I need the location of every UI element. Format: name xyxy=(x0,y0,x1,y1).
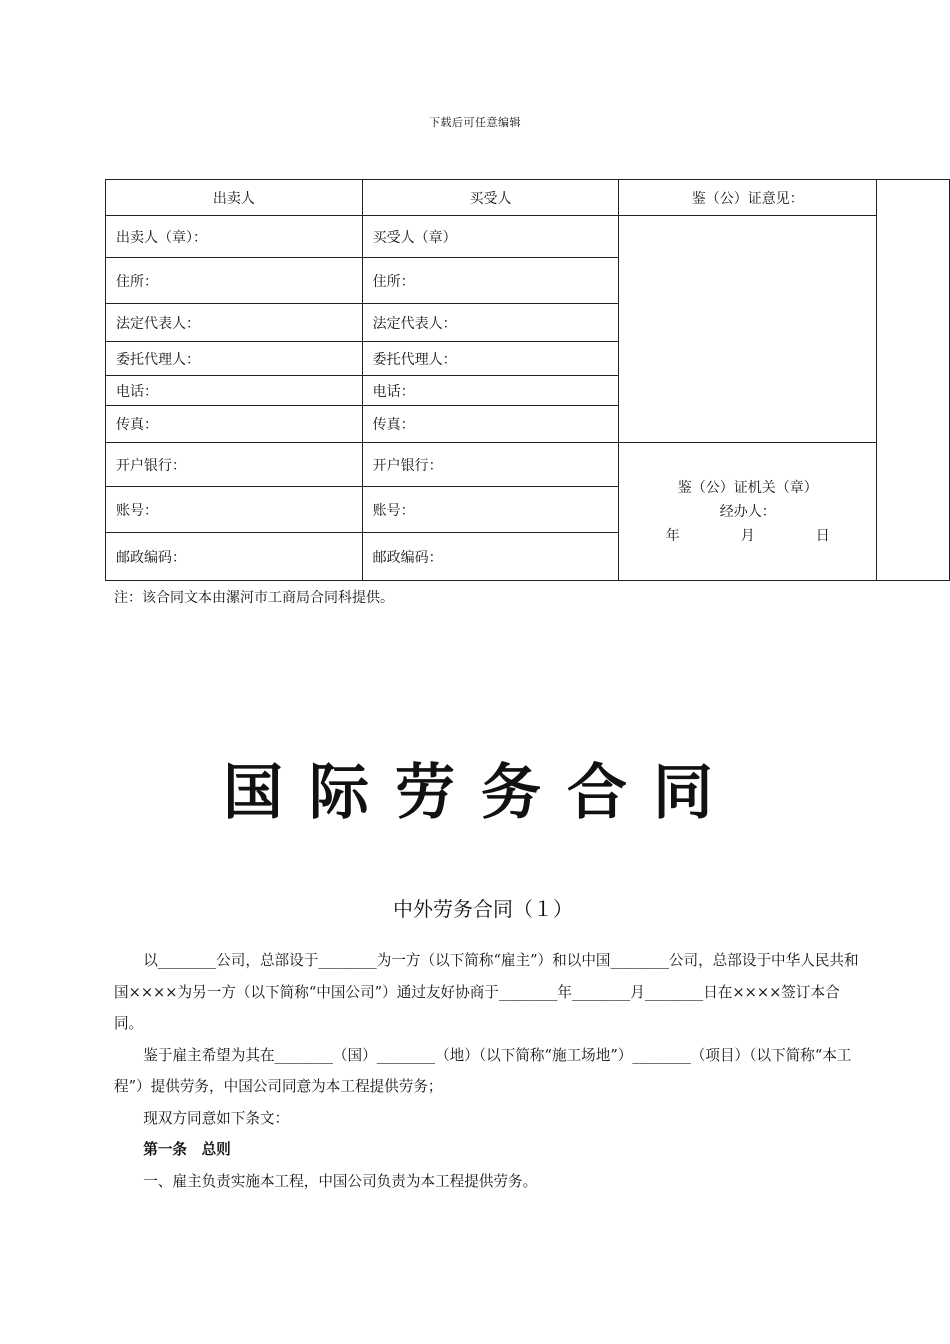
notary-office-area xyxy=(619,443,877,581)
signature-table xyxy=(105,179,950,581)
buyer-postcode: 邮政编码： xyxy=(362,533,619,581)
buyer-address: 住所： xyxy=(362,258,619,304)
seller-phone: 电话： xyxy=(106,376,363,406)
buyer-fax: 传真： xyxy=(362,406,619,443)
header-notary-opinion: 鉴（公）证意见： xyxy=(619,180,877,216)
contract-body xyxy=(114,945,866,1197)
table-footnote: 注：该合同文本由漯河市工商局合同科提供。 xyxy=(114,590,394,606)
section-heading: 第一条 总则 xyxy=(143,1141,231,1158)
seller-agent: 委托代理人： xyxy=(106,342,363,376)
table-row xyxy=(106,443,950,487)
seller-bank: 开户银行： xyxy=(106,443,363,487)
table-header-row xyxy=(106,180,950,216)
table-row xyxy=(106,216,950,258)
notary-month: 月 xyxy=(740,527,755,544)
seller-postcode: 邮政编码： xyxy=(106,533,363,581)
buyer-bank: 开户银行： xyxy=(362,443,619,487)
seller-fax: 传真： xyxy=(106,406,363,443)
document-title: 国际劳务合同 xyxy=(223,758,739,828)
header-buyer: 买受人 xyxy=(362,180,619,216)
notary-year: 年 xyxy=(665,527,680,544)
notary-opinion-area xyxy=(619,216,877,443)
buyer-phone: 电话： xyxy=(362,376,619,406)
paragraph-parties: 以________公司，总部设于________为一方（以下简称“雇主”）和以中国________公司，总部设于中华人民共和国××××为另一方（以下简称“中国公司”）通过友好协商于________年________月________日在××××签订本合同。 xyxy=(114,952,859,1032)
margin-column xyxy=(877,180,950,581)
notary-office-label: 鉴（公）证机关（章） xyxy=(677,479,818,496)
seller-legal-rep: 法定代表人： xyxy=(106,304,363,342)
buyer-agent: 委托代理人： xyxy=(362,342,619,376)
seller-seal: 出卖人（章）： xyxy=(106,216,363,258)
clause-1: 一、雇主负责实施本工程，中国公司负责为本工程提供劳务。 xyxy=(143,1172,538,1190)
seller-account: 账号： xyxy=(106,487,363,533)
seller-address: 住所： xyxy=(106,258,363,304)
document-subtitle: 中外劳务合同（１） xyxy=(393,897,573,921)
notary-day: 日 xyxy=(815,527,830,544)
paragraph-whereas: 鉴于雇主希望为其在________（国）________（地）（以下简称“施工场地”）________（项目）（以下简称“本工程”）提供劳务，中国公司同意为本工程提供劳务； xyxy=(114,1046,852,1095)
header-note: 下载后可任意编辑 xyxy=(429,116,521,129)
buyer-legal-rep: 法定代表人： xyxy=(362,304,619,342)
header-seller: 出卖人 xyxy=(106,180,363,216)
notary-handler-label: 经办人： xyxy=(719,503,776,520)
buyer-account: 账号： xyxy=(362,487,619,533)
paragraph-agreement: 现双方同意如下条文： xyxy=(143,1109,290,1127)
notary-date xyxy=(666,524,830,548)
buyer-seal: 买受人（章） xyxy=(362,216,619,258)
